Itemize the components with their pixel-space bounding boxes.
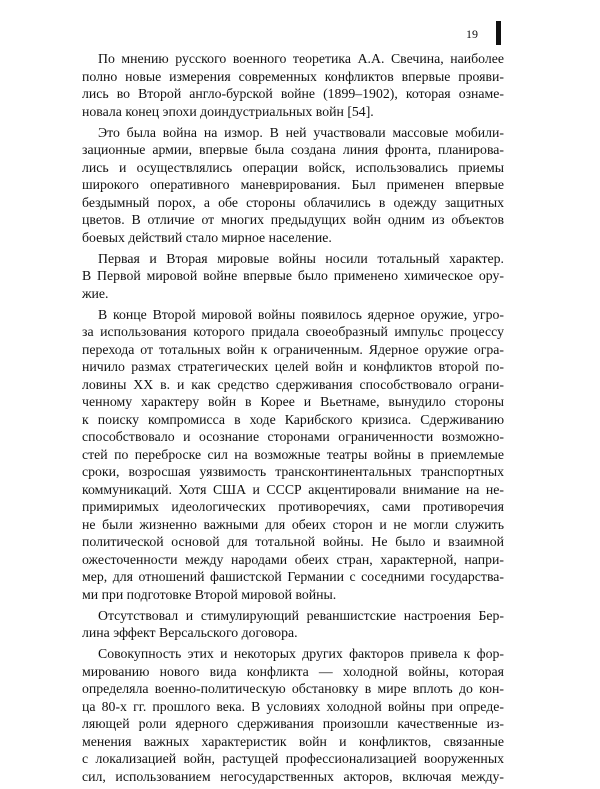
text-line: мер, для отношений фашистской Германии с соседними государства-	[82, 569, 504, 584]
paragraph	[82, 607, 504, 642]
text-line: В конце Второй мировой войны появилось ядерное оружие, угро-	[98, 306, 504, 322]
text-line: полно новые измерения современных конфликтов впервые прояви-	[82, 68, 504, 84]
text-line: ца 80-х гг. прошлого века. В условиях холодной войны при опреде-	[82, 698, 504, 714]
text-line: лись и осуществлялись операции войск, использовались приемы	[82, 159, 504, 175]
text-line: ничило размах стратегических целей войн и конфликтов второй по-	[82, 359, 504, 374]
text-line: политической основой для тотальной войны. Не было и взаимной	[82, 534, 504, 549]
text-line: способствовало и осознание сторонами ограниченности возможно-	[82, 429, 504, 444]
text-line: перехода от тотальных войн к ограниченным. Ядерное оружие огра-	[82, 341, 504, 357]
text-line: новала конец эпохи доиндустриальных войн [54].	[82, 103, 374, 119]
paragraph	[82, 306, 504, 604]
text-line: бездымный порох, а обе стороны облачились в одежду защитных	[82, 194, 504, 210]
text-line: за использования которого придала своеобразный импульс процессу	[82, 324, 504, 339]
text-line: цветов. В отличие от многих предыдущих войн одним из объектов	[82, 212, 504, 227]
text-line: стей по переброске сил на возможные театры войны в приемлемые	[82, 446, 504, 462]
text-line: лина эффект Версальского договора.	[82, 625, 298, 640]
text-line: мированию нового вида конфликта — холодной войны, которая	[82, 663, 504, 679]
paragraph	[82, 124, 504, 247]
text-line: примиримых идеологических противоречиях, сами противоречия	[82, 499, 504, 514]
text-line: коммуникаций. Хотя США и СССР акцентировали внимание на не-	[82, 481, 504, 497]
text-line: В Первой мировой войне впервые было применено химическое ору-	[82, 268, 504, 283]
text-line: сроки, возросшая уязвимость трансконтинентальных транспортных	[82, 464, 504, 479]
text-line: Первая и Вторая мировые войны носили тотальный характер.	[98, 250, 504, 266]
text-line: с локализацией войн, растущей профессионализацией вооруженных	[82, 751, 504, 766]
text-line: боевых действий стало мирное население.	[82, 229, 332, 245]
text-line: зационные армии, впервые была создана линия фронта, планирова-	[82, 142, 504, 157]
text-line: ловины XX в. и как средство сдерживания способствовало ограни-	[82, 376, 504, 392]
text-line: определяла военно-политическую обстановку в мире вплоть до кон-	[82, 681, 504, 696]
text-line: к поиску компромисса в ходе Карибского кризиса. Сдерживанию	[82, 411, 504, 427]
text-line: сил, использованием негосударственных акторов, включая между-	[82, 768, 504, 784]
text-line: не были жизненно важными для обеих сторон и не могли служить	[82, 516, 504, 532]
page-marker-bar	[496, 21, 501, 45]
text-line: Это была война на измор. В ней участвовали массовые мобили-	[98, 124, 504, 140]
paragraph	[82, 50, 504, 120]
text-line: Совокупность этих и некоторых других факторов привела к фор-	[98, 646, 504, 661]
page-number: 19	[466, 27, 478, 41]
text-line: ченному характеру войн в Корее и Вьетнаме, вынудило стороны	[82, 394, 504, 409]
text-line: ми при подготовке Второй мировой войны.	[82, 586, 337, 602]
text-line: По мнению русского военного теоретика А.А. Свечина, наиболее	[98, 51, 504, 66]
text-line: ожесточенности между народами обеих стран, характерной, напри-	[82, 551, 504, 567]
text-line: широкого оперативного маневрирования. Был применен впервые	[82, 177, 504, 192]
text-line: лись во Второй англо-бурской войне (1899–1902), которая ознаме-	[82, 86, 504, 101]
text-line: ляющей роли ядерного сдерживания произошли качественные из-	[82, 716, 504, 731]
text-line: Отсутствовал и стимулирующий реваншистские настроения Бер-	[98, 607, 504, 623]
text-line: жие.	[82, 285, 109, 301]
paragraph	[82, 250, 504, 303]
paragraph	[82, 645, 504, 785]
body-text	[82, 50, 504, 789]
text-line: менения важных характеристик войн и конфликтов, связанные	[82, 733, 504, 749]
